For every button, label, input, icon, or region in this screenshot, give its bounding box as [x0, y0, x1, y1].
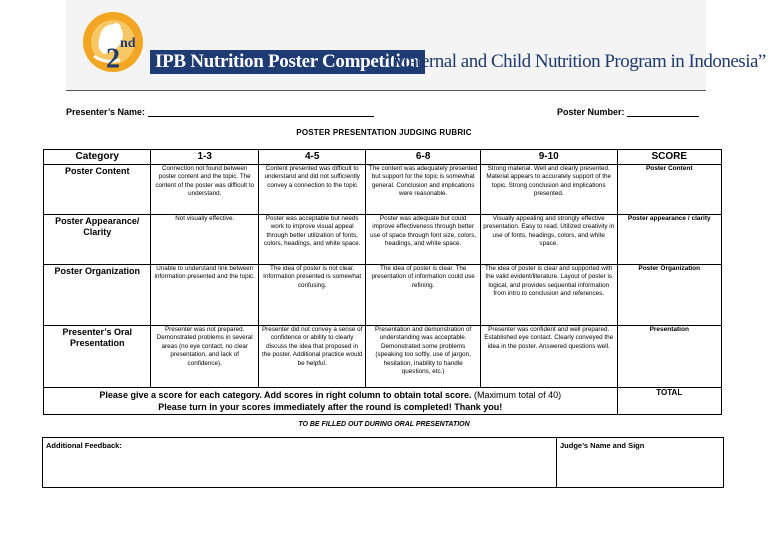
ordinal-number: 2nd — [106, 36, 136, 75]
instructions — [44, 388, 618, 415]
instruction-row — [44, 388, 722, 415]
criteria-cell: The content was adequately presented but support for the topic is somewhat general. Conclusion and implications were reasonable. — [366, 165, 481, 215]
category-label: Poster Organization — [44, 265, 151, 326]
table-row — [44, 165, 722, 215]
criteria-cell: Poster was acceptable but needs work to improve visual appeal through better utilization of fonts, colors, headings, and white space. — [258, 215, 365, 265]
judging-rubric-table — [43, 149, 722, 415]
criteria-cell: Presenter was confident and well prepared. Established eye contact. Clearly conveyed the idea in the poster. Answered questions well. — [480, 326, 617, 388]
criteria-cell: Strong material. Well and clearly presented. Material appears to accurately support of the topic. Strong conclusion and implications presented. — [480, 165, 617, 215]
additional-feedback-label: Additional Feedback: — [46, 441, 122, 450]
criteria-cell: Presenter did not convey a sense of confidence or ability to clearly discuss the idea that proposed in the poster. Additional practice would be helpful. — [258, 326, 365, 388]
criteria-cell: Visually appealing and strongly effective presentation. Easy to read. Utilized creativity in use of fonts, headings, colors, and white space. — [480, 215, 617, 265]
criteria-cell: Poster was adequate but could improve effectiveness through better use of space through font size, colors, headings, and white space. — [366, 215, 481, 265]
competition-banner — [66, 0, 766, 91]
judge-sign-field[interactable] — [557, 438, 724, 488]
poster-number-field[interactable] — [557, 107, 699, 117]
score-cell[interactable]: Presentation — [617, 326, 722, 388]
header-category: Category — [44, 150, 151, 165]
additional-feedback-field[interactable] — [43, 438, 557, 488]
header-range-6-8: 6-8 — [366, 150, 481, 165]
criteria-cell: The idea of poster is not clear. Information presented is somewhat confusing. — [258, 265, 365, 326]
oral-presentation-note: TO BE FILLED OUT DURING ORAL PRESENTATION — [298, 421, 470, 428]
header-range-4-5: 4-5 — [258, 150, 365, 165]
table-row — [44, 215, 722, 265]
competition-subtitle: “Maternal and Child Nutrition Program in Indonesia” — [384, 51, 766, 72]
instruction-max-total: (Maximum total of 40) — [474, 390, 562, 400]
judge-sign-label: Judge’s Name and Sign — [560, 441, 645, 450]
criteria-cell: Not visually effective. — [151, 215, 258, 265]
table-row — [44, 265, 722, 326]
header-range-1-3: 1-3 — [151, 150, 258, 165]
category-label: Presenter’s Oral Presentation — [44, 326, 151, 388]
feedback-table — [42, 437, 724, 488]
criteria-cell: Presenter was not prepared. Demonstrated problems in several areas (no eye contact, no clear presentation, and lack of confidence). — [151, 326, 258, 388]
criteria-cell: Connection not found between poster content and the topic. The content of the poster was difficult to understand. — [151, 165, 258, 215]
score-cell[interactable]: Poster Organization — [617, 265, 722, 326]
rubric-header-row — [44, 150, 722, 165]
score-cell[interactable]: Poster Content — [617, 165, 722, 215]
header-score: SCORE — [617, 150, 722, 165]
category-label: Poster Appearance/ Clarity — [44, 215, 151, 265]
instruction-line-1: Please give a score for each category. Add scores in right column to obtain total score. (Maximum total of 40) — [99, 390, 562, 400]
criteria-cell: Content presented was difficult to understand and did not sufficiently convey a connection to the topic — [258, 165, 365, 215]
presenter-name-line[interactable] — [148, 107, 374, 117]
criteria-cell: Unable to understand link between information presented and the topic. — [151, 265, 258, 326]
poster-number-label: Poster Number: — [557, 107, 625, 117]
criteria-cell: The idea of poster is clear. The presentation of information could use refining. — [366, 265, 481, 326]
table-row — [44, 326, 722, 388]
presenter-name-label: Presenter’s Name: — [66, 107, 146, 117]
criteria-cell: Presentation and demonstration of understanding was acceptable. Demonstrated some problems (speaking too softly, use of jargon, hesitation, inability to handle questions, etc.) — [366, 326, 481, 388]
instruction-line-2: Please turn in your scores immediately after the round is completed! Thank you! — [158, 402, 503, 412]
rubric-title: POSTER PRESENTATION JUDGING RUBRIC — [296, 128, 472, 137]
category-label: Poster Content — [44, 165, 151, 215]
criteria-cell: The idea of poster is clear and supported with the valid evident/literature. Layout of poster is logical, and provides sequential information from intro to conclusion and references. — [480, 265, 617, 326]
header-range-9-10: 9-10 — [480, 150, 617, 165]
competition-title: IPB Nutrition Poster Competition — [150, 50, 425, 74]
poster-number-line[interactable] — [627, 107, 699, 117]
score-cell[interactable]: Poster appearance / clarity — [617, 215, 722, 265]
presenter-name-field[interactable] — [66, 107, 374, 117]
total-score-cell[interactable]: TOTAL — [617, 388, 722, 415]
